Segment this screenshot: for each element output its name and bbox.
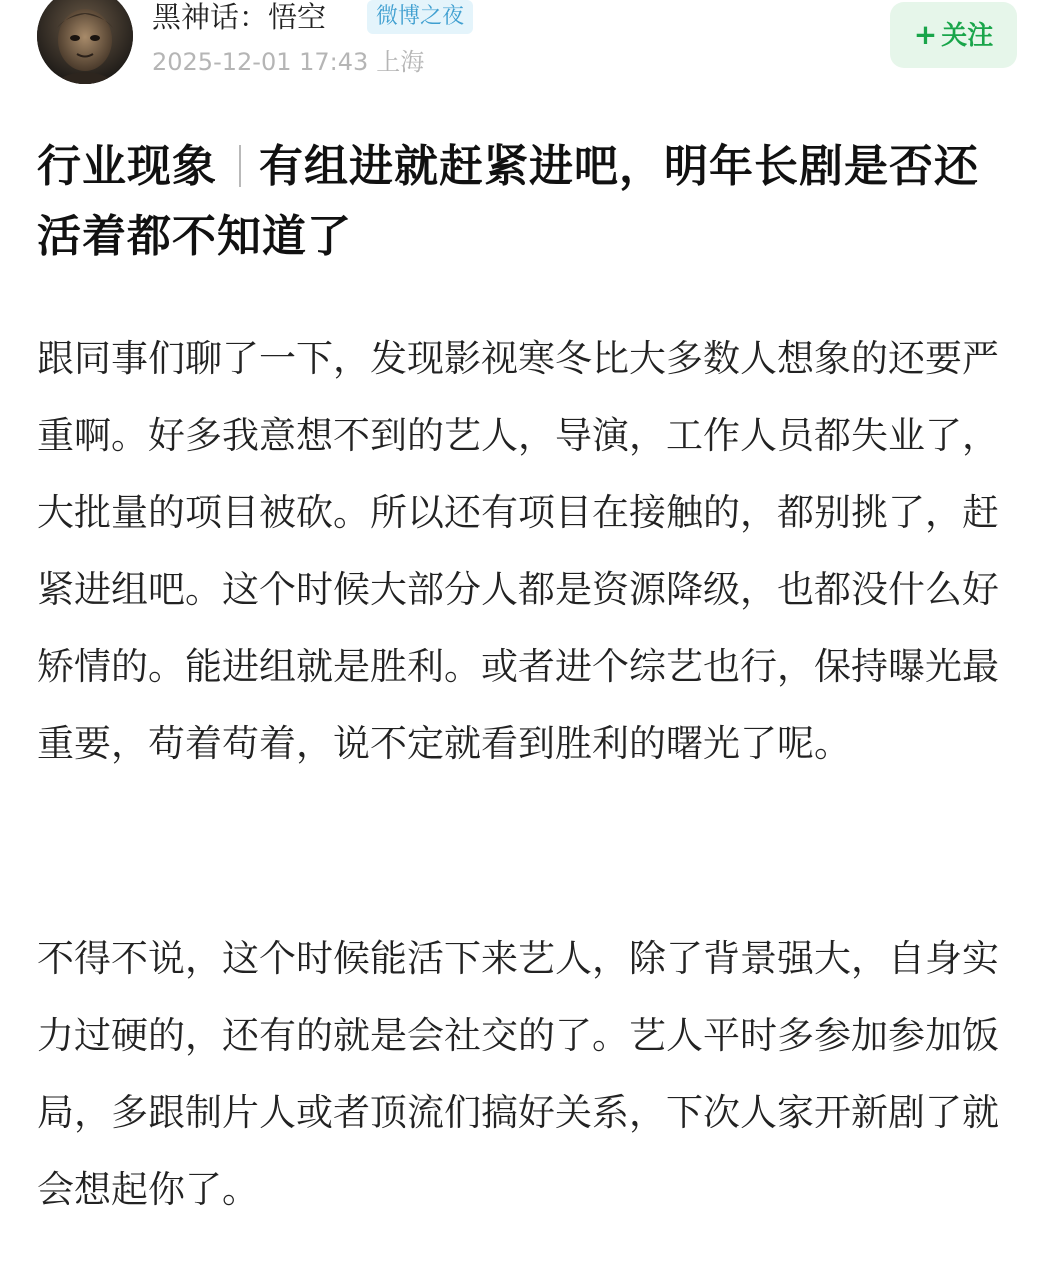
author-name[interactable]: 黑神话：悟空 xyxy=(152,0,327,34)
follow-button[interactable] xyxy=(890,2,1017,68)
event-badge[interactable]: 微博之夜 xyxy=(367,0,473,34)
plus-icon: + xyxy=(913,18,938,51)
avatar-image-icon xyxy=(37,0,133,84)
post-meta xyxy=(152,46,424,78)
post-paragraph-1: 跟同事们聊了一下，发现影视寒冬比大多数人想象的还要严重啊。好多我意想不到的艺人，导演，工作人员都失业了，大批量的项目被砍。所以还有项目在接触的，都别挑了，赶紧进组吧。这个时候大部分人都是资源降级，也都没什么好矫情的。能进组就是胜利。或者进个综艺也行，保持曝光最重要，苟着苟着，说不定就看到胜利的曙光了呢。 xyxy=(37,337,999,765)
title-separator xyxy=(239,145,241,187)
avatar[interactable] xyxy=(37,0,133,84)
follow-label: 关注 xyxy=(941,21,994,51)
title-headline: 有组进就赶紧进吧，明年长剧是否还活着都不知道了 xyxy=(37,141,979,262)
post-paragraph-2: 不得不说，这个时候能活下来艺人，除了背景强大，自身实力过硬的，还有的就是会社交的了。艺人平时多参加参加饭局，多跟制片人或者顶流们搞好关系，下次人家开新剧了就会想起你了。 xyxy=(37,937,999,1211)
post-location: 上海 xyxy=(376,48,425,76)
post-datetime: 2025-12-01 17:43 xyxy=(152,48,369,76)
post-title xyxy=(37,132,1017,272)
title-category: 行业现象 xyxy=(37,141,217,192)
